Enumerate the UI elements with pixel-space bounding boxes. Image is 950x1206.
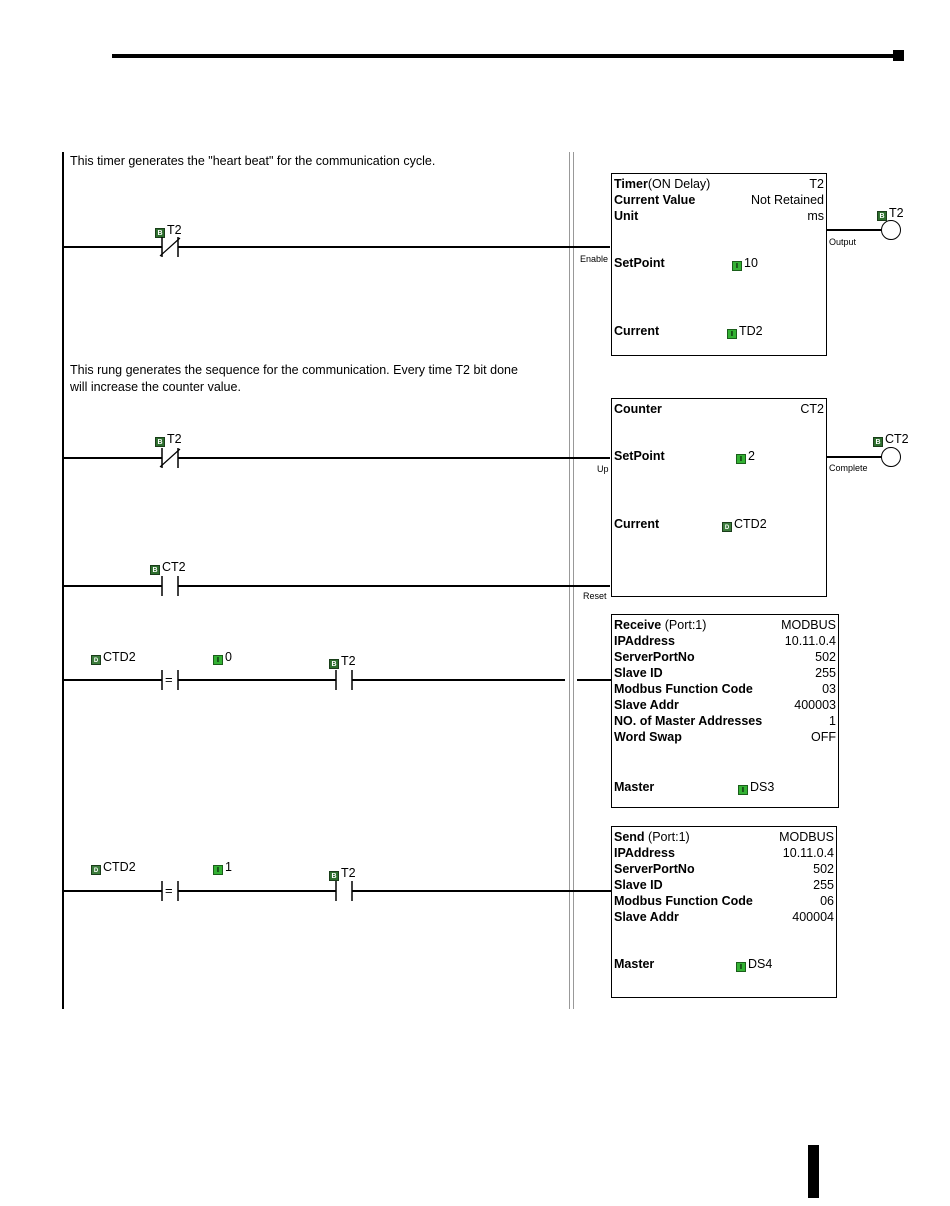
send-master: I DS4 [736, 956, 772, 972]
bit-badge-icon: B [155, 437, 165, 447]
rung2-coil-tag: B CT2 [873, 432, 909, 447]
rung3-wire-3 [352, 679, 565, 681]
receive-protocol: MODBUS [781, 618, 836, 632]
reset-label: Reset [583, 591, 607, 601]
output-label: Output [829, 237, 857, 247]
receive-master: I DS3 [738, 779, 774, 795]
send-instruction-box[interactable]: Send (Port:1) MODBUS IPAddress 10.11.0.4 ServerPortNo 502 Slave ID 255 Modbus Function Code 06 Slave Addr 400004 Master I DS4 [611, 826, 837, 998]
timer-current: I TD2 [727, 323, 763, 339]
timer-title-value: T2 [809, 177, 824, 191]
int-badge-icon: I [727, 329, 737, 339]
counter-setpoint: I 2 [736, 448, 755, 464]
rung3-contact-tag[interactable]: B T2 [329, 654, 356, 669]
timer-unit: ms [807, 209, 824, 223]
bit-badge-icon: B [150, 565, 160, 575]
timer-setpoint: I 10 [732, 255, 758, 271]
timer-instruction-box[interactable]: Timer(ON Delay) T2 Current Value Not Retained Unit ms SetPoint I 10 Current I TD2 [611, 173, 827, 356]
int-badge-icon: I [732, 261, 742, 271]
receive-instruction-box[interactable]: Receive (Port:1) MODBUS IPAddress 10.11.0.4 ServerPortNo 502 Slave ID 255 Modbus Function Code 03 Slave Addr 400003 NO. of Master Addresses 1 Word Swap OFF Master I DS3 [611, 614, 839, 808]
nc-contact-icon[interactable] [158, 447, 182, 469]
int-badge-icon: I [213, 655, 223, 665]
dword-badge-icon: D [722, 522, 732, 532]
center-separator-2 [573, 152, 574, 1009]
rung3-compare-op: = [165, 672, 173, 687]
enable-label: Enable [580, 254, 609, 264]
rung4-contact-tag[interactable]: B T2 [329, 866, 356, 881]
rung2-up-wire-right [178, 457, 610, 459]
dword-badge-icon: D [91, 655, 101, 665]
rung1-comment: This timer generates the "heart beat" for the communication cycle. [70, 154, 436, 168]
nc-contact-icon[interactable] [158, 236, 182, 258]
rung1-wire-right [178, 246, 610, 248]
rung4-wire-1 [64, 890, 162, 892]
counter-title-value: CT2 [800, 402, 824, 416]
rung3-compare-left: D CTD2 [91, 650, 136, 665]
bit-badge-icon: B [155, 228, 165, 238]
dword-badge-icon: D [91, 865, 101, 875]
complete-label: Complete [829, 463, 868, 473]
page-edge-tab [808, 1145, 819, 1198]
timer-current-value: Not Retained [751, 193, 824, 207]
rung3-wire-1 [64, 679, 162, 681]
rung4-wire-3 [352, 890, 611, 892]
bit-badge-icon: B [877, 211, 887, 221]
rung2-output-wire [827, 456, 881, 458]
header-rule [112, 54, 898, 58]
rung4-wire-2 [178, 890, 336, 892]
rung1-output-wire [827, 229, 881, 231]
rung2-contact-reset-tag[interactable]: B CT2 [150, 560, 186, 575]
int-badge-icon: I [738, 785, 748, 795]
bit-badge-icon: B [873, 437, 883, 447]
bit-badge-icon: B [329, 659, 339, 669]
output-coil-icon[interactable] [881, 220, 901, 240]
rung2-reset-wire-left [64, 585, 162, 587]
rung1-contact-tag[interactable]: B T2 [155, 223, 182, 238]
rung3-compare-right: I 0 [213, 650, 232, 665]
rung2-reset-wire-right [178, 585, 610, 587]
rung3-wire-4 [577, 679, 611, 681]
rung4-compare-op: = [165, 883, 173, 898]
header-rule-end-marker [893, 50, 904, 61]
left-power-rail [62, 152, 64, 1009]
int-badge-icon: I [213, 865, 223, 875]
int-badge-icon: I [736, 962, 746, 972]
bit-badge-icon: B [329, 871, 339, 881]
counter-current: D CTD2 [722, 516, 767, 532]
counter-instruction-box[interactable]: Counter CT2 SetPoint I 2 Current D CTD2 [611, 398, 827, 597]
rung2-contact-up-tag[interactable]: B T2 [155, 432, 182, 447]
send-protocol: MODBUS [779, 830, 834, 844]
int-badge-icon: I [736, 454, 746, 464]
complete-coil-icon[interactable] [881, 447, 901, 467]
rung4-compare-left: D CTD2 [91, 860, 136, 875]
center-separator [569, 152, 570, 1009]
rung4-compare-right: I 1 [213, 860, 232, 875]
rung2-up-wire-left [64, 457, 162, 459]
rung1-wire-left [64, 246, 162, 248]
rung2-comment: This rung generates the sequence for the communication. Every time T2 bit done will increase the counter value. [70, 363, 518, 394]
up-label: Up [597, 464, 609, 474]
no-contact-icon[interactable] [158, 575, 182, 597]
rung1-coil-tag: B T2 [877, 206, 904, 221]
rung3-wire-2 [178, 679, 336, 681]
